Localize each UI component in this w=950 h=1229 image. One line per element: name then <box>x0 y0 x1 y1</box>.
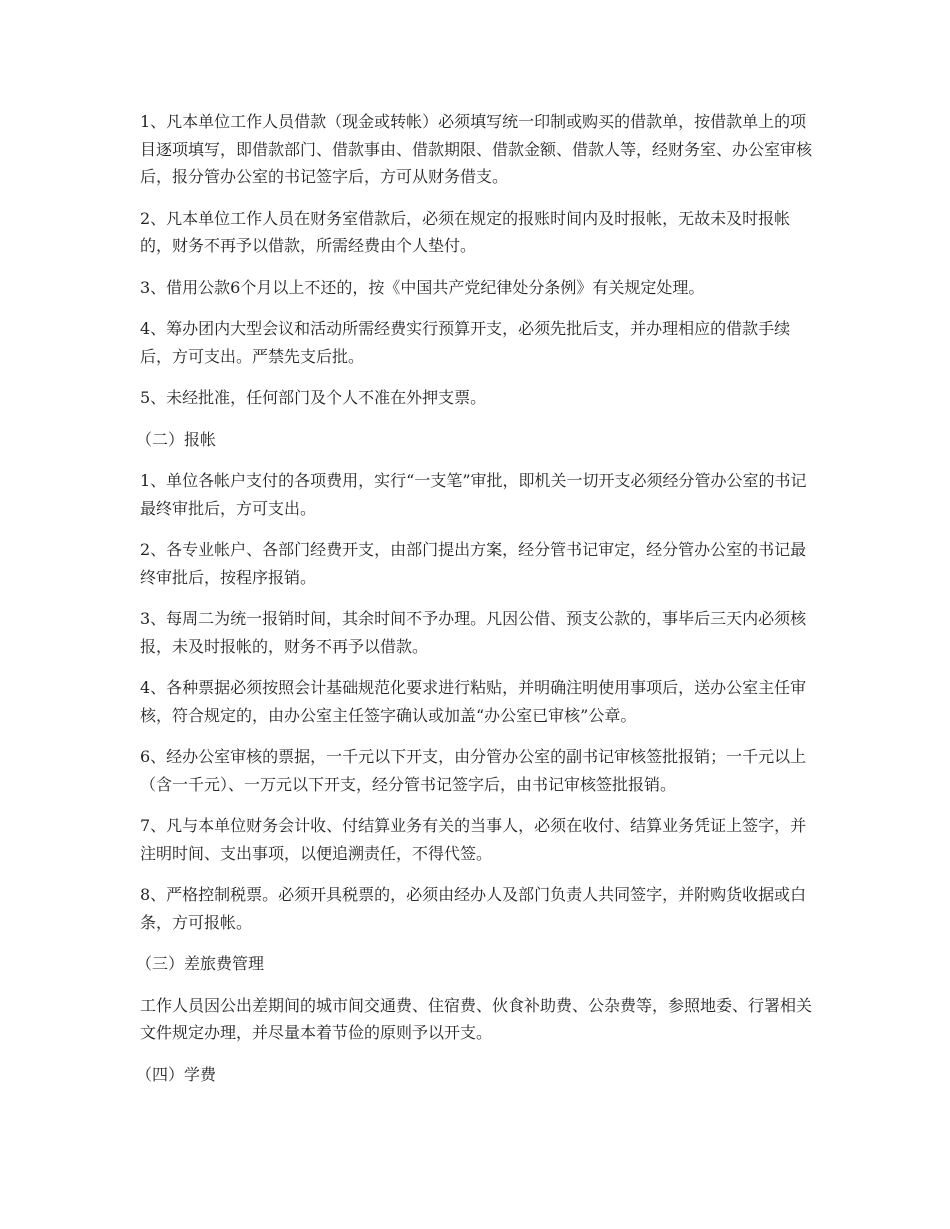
paragraph-reimburse-4: 4、各种票据必须按照会计基础规范化要求进行粘贴，并明确注明使用事项后，送办公室主任审核，符合规定的，由办公室主任签字确认或加盖“办公室已审核”公章。 <box>140 678 807 725</box>
paragraph-borrow-3: 3、借用公款6个月以上不还的，按《中国共产党纪律处分条例》有关规定处理。 <box>140 277 705 297</box>
paragraph-borrow-5: 5、未经批准，任何部门及个人不准在外押支票。 <box>140 388 487 407</box>
paragraph-reimburse-7: 7、凡与本单位财务会计收、付结算业务有关的当事人，必须在收付、结算业务凭证上签字，并注明时间、支出事项，以便追溯责任，不得代签。 <box>140 816 807 863</box>
paragraph-reimburse-6: 6、经办公室审核的票据，一千元以下开支，由分管办公室的副书记审核签批报销；一千元以上（含一千元）、一万元以下开支，经分管书记签字后，由书记审核签批报销。 <box>140 747 807 794</box>
paragraph-reimburse-3: 3、每周二为统一报销时间，其余时间不予办理。凡因公借、预支公款的，事毕后三天内必须核报，未及时报帐的，财务不再予以借款。 <box>140 609 807 656</box>
paragraph-borrow-2: 2、凡本单位工作人员在财务室借款后，必须在规定的报账时间内及时报帐，无故未及时报帐的，财务不再予以借款，所需经费由个人垫付。 <box>140 208 791 255</box>
section-heading-tuition: （四）学费 <box>136 1064 217 1084</box>
paragraph-reimburse-8: 8、严格控制税票。必须开具税票的，必须由经办人及部门负责人共同签字，并附购货收据或白条，方可报帐。 <box>140 885 807 932</box>
document-body <box>136 108 820 1102</box>
paragraph-reimburse-2: 2、各专业帐户、各部门经费开支，由部门提出方案，经分管书记审定，经分管办公室的书记最终审批后，按程序报销。 <box>140 540 807 587</box>
paragraph-reimburse-1: 1、单位各帐户支付的各项费用，实行“一支笔”审批，即机关一切开支必须经分管办公室的书记最终审批后，方可支出。 <box>140 471 807 518</box>
section-heading-reimbursement: （二）报帐 <box>136 429 217 449</box>
paragraph-borrow-1: 1、凡本单位工作人员借款（现金或转帐）必须填写统一印制或购买的借款单，按借款单上的项目逐项填写，即借款部门、借款事由、借款期限、借款金额、借款人等，经财务室、办公室审核后，报分管办公室的书记签字后，方可从财务借支。 <box>140 112 813 186</box>
section-heading-travel-expenses: （三）差旅费管理 <box>136 954 265 973</box>
paragraph-borrow-4: 4、筹办团内大型会议和活动所需经费实行预算开支，必须先批后支，并办理相应的借款手续后，方可支出。严禁先支后批。 <box>140 319 791 366</box>
paragraph-travel: 工作人员因公出差期间的城市间交通费、住宿费、伙食补助费、公杂费等，参照地委、行署相关文件规定办理，并尽量本着节俭的原则予以开支。 <box>140 995 813 1042</box>
